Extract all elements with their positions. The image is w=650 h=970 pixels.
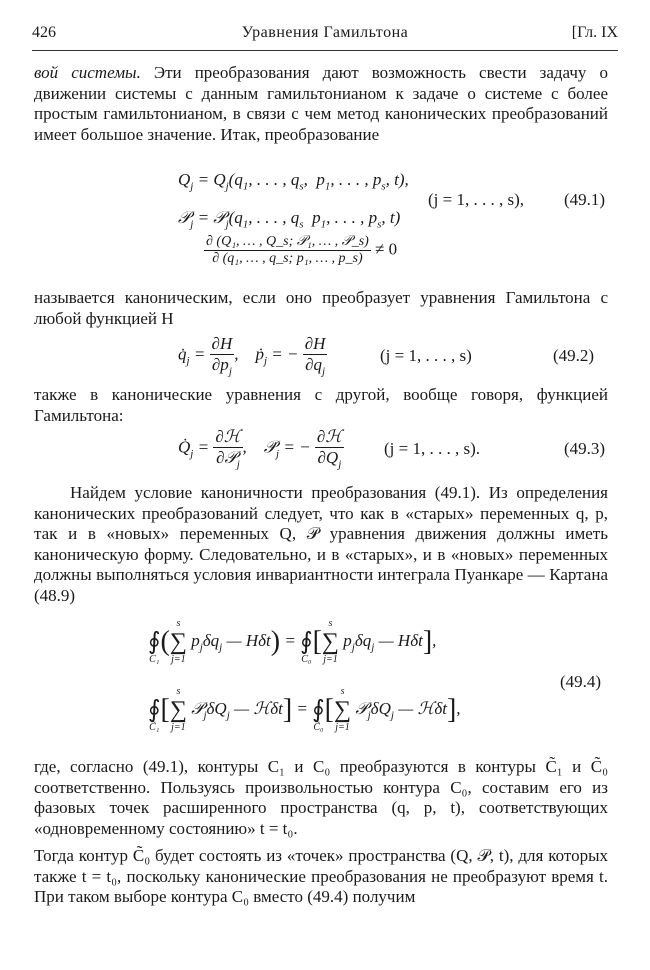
eq49-1-range: (j = 1, . . . , s), bbox=[428, 190, 524, 209]
eq49-2-range: (j = 1, . . . , s) bbox=[380, 346, 472, 365]
eq49-4-line2: ∮ C̃₁ [ s ∑ j=1 $𝒫_j\delta Q_j$ — ℋδt] = ∮ C̃₀ [ s ∑ j=1 $𝒫_j\delta Q_j$ — ℋδt], bbox=[148, 686, 461, 733]
paragraph-1 bbox=[34, 63, 608, 145]
header-rule bbox=[32, 50, 618, 51]
equation-49-1 bbox=[0, 170, 650, 280]
eq49-1-jacobian bbox=[204, 234, 397, 267]
eq49-3-formula: $Q̇_j$ = $\frac{\text{∂ℋ}}{\partial 𝒫_j}$ , $𝒫̇_j$ = − $\frac{\text{∂ℋ}}{\partial Q_j}$ bbox=[178, 427, 343, 471]
equation-49-2 bbox=[0, 332, 650, 382]
eq49-2-number: (49.2) bbox=[553, 346, 595, 365]
equation-49-4 bbox=[0, 618, 650, 748]
chapter-label: [Гл. IX bbox=[571, 24, 618, 41]
page-number: 426 bbox=[32, 24, 56, 41]
eq49-3-number: (49.3) bbox=[564, 439, 606, 458]
jacobian-rhs: ≠ 0 bbox=[375, 239, 398, 259]
running-title: Уравнения Гамильтона bbox=[241, 24, 409, 41]
paragraph-2: называется каноническим, если оно преобразует уравнения Гамильтона с любой функцией H bbox=[34, 288, 608, 328]
eq49-1-line2: 𝒫$_j$ = $𝒫_j(q_1$, . . . , $q_s$ $p_1$, . . . , $p_s$, t) bbox=[178, 208, 401, 231]
eq49-3-range: (j = 1, . . . , s). bbox=[384, 439, 480, 458]
equation-49-3 bbox=[0, 425, 650, 475]
paragraph-3: также в канонические уравнения с другой, вообще говоря, функцией Гамильтона: bbox=[34, 385, 608, 425]
eq49-4-number: (49.4) bbox=[560, 672, 602, 691]
paragraph-1-text: Эти преобразования дают возможность свести задачу о движении системы с данным гамильтонианом к задаче о системе с более простым гамильтонианом, в связи с чем метод канонических преобразований имеет большое значение. Итак, преобразование bbox=[34, 63, 608, 144]
paragraph-4: Найдем условие каноничности преобразования (49.1). Из определения канонических преобразований следует, что как в «старых» переменных q, p, так и в «новых» переменных Q, 𝒫 уравнения движения должны иметь каноническую форму. Следовательно, и в «старых», и в «новых» переменных должны выполняться условия инвариантности интеграла Пуанкаре — Картана (48.9) bbox=[34, 483, 608, 605]
paragraph-6: Тогда контур C̃₀ будет состоять из «точек» пространства (Q, 𝒫, t), для которых также t = t₀, поскольку канонические преобразования не преобразуют время t. При таком выборе контура C₀ вместо (49.4) получим bbox=[34, 846, 608, 906]
jacobian-numerator: ∂ (Q₁, … , Q_s; 𝒫₁, … , 𝒫_s) bbox=[206, 234, 369, 249]
running-header bbox=[32, 24, 618, 46]
eq49-2-formula: $q̇_j$ = $\frac{\partial H}{\partial p_j}$ , ṗ$_j$ = − $\frac{\partial H}{\partial q_j}$ bbox=[178, 334, 326, 378]
eq49-1-line1: $Q_j = Q_j(q_1$, . . . , $q_s$, $p_1$, . . . , $p_s$, t), bbox=[178, 170, 409, 193]
eq49-4-line1: ∮ C₁ ( s ∑ j=1 $p_j\delta q_j$ — Hδt) = ∮ C₀ [ s ∑ j=1 $p_j\delta q_j$ — Hδt], bbox=[148, 618, 437, 665]
eq49-1-number: (49.1) bbox=[564, 190, 606, 209]
paragraph-1-italic: вой системы. bbox=[34, 63, 141, 82]
jacobian-denominator: ∂ (q₁, … , q_s; p₁, … , p_s) bbox=[212, 251, 363, 266]
paragraph-5: где, согласно (49.1), контуры C₁ и C₀ преобразуются в контуры C̃₁ и C̃₀ соответственно. Пользуясь произвольностью контура C₀, составим его из фазовых точек расширенного пространства (q, p, t), соответствующих «одновременному состоянию» t = t₀. bbox=[34, 757, 608, 838]
